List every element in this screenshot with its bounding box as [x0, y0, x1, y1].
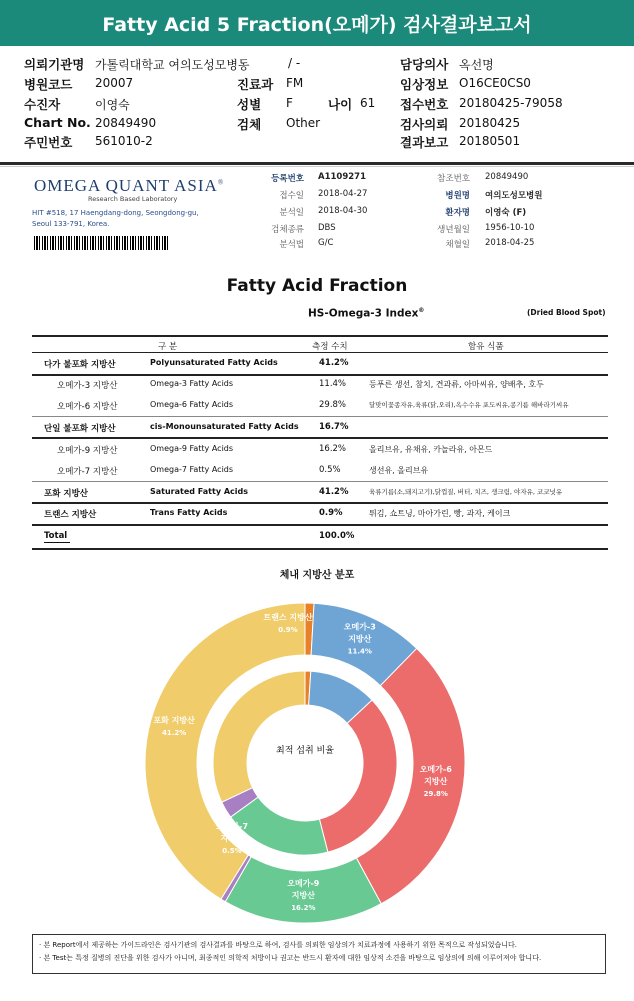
value-chart-no: 20849490	[95, 116, 157, 130]
meta-ref-label: 참조번호	[437, 174, 470, 184]
value-slash: / -	[288, 56, 301, 70]
table-row-5-category: 오메가-7 지방산	[57, 467, 118, 477]
meta-hospital-value: 여의도성모병원	[485, 191, 543, 201]
table-row-2-category: 오메가-6 지방산	[57, 402, 118, 412]
table-row-2-value: 29.8%	[319, 400, 347, 410]
meta-specimen-label: 검체종류	[271, 225, 304, 235]
meta-received-label: 접수일	[279, 191, 304, 201]
outer-label-3-line-0: 오메가-9	[287, 878, 320, 888]
outer-slice-3	[225, 857, 381, 923]
chart-title: 체내 지방산 분포	[279, 570, 355, 581]
table-row-0-english: Polyunsaturated Fatty Acids	[150, 358, 278, 367]
value-age: 61	[360, 96, 376, 110]
table-row-6-category: 포화 지방산	[44, 489, 89, 499]
outer-label-5-line-0: 포화 지방산	[153, 715, 195, 725]
label-age: 나이	[328, 97, 353, 112]
label-sex: 성별	[237, 97, 262, 112]
outer-label-1-line-0: 오메가-3	[343, 622, 376, 632]
footer-note-2: · 본 Test는 특정 질병의 진단을 위한 검사가 아니며, 최종적인 의학적 처방이나 권고는 반드시 환자에 대한 임상적 소견을 바탕으로 임상의에 의해 이루어져야 합니다.	[39, 954, 542, 962]
donut-center	[247, 705, 363, 821]
table-row-4-food: 올리브유, 유채유, 카놀라유, 아몬드	[369, 445, 493, 454]
outer-label-2-line-1: 지방산	[424, 777, 448, 787]
label-test-request: 검사의뢰	[400, 117, 449, 132]
table-header-category: 구 분	[158, 342, 178, 352]
table-row-3-value: 16.7%	[319, 422, 349, 432]
meta-birth-label: 생년월일	[437, 225, 470, 235]
value-department: FM	[286, 76, 304, 90]
lab-logo-subtitle: Research Based Laboratory	[88, 195, 178, 203]
value-sex: F	[286, 96, 293, 110]
label-specimen: 검체	[237, 117, 262, 132]
label-patient: 수진자	[24, 97, 61, 112]
meta-hospital-label: 병원명	[445, 191, 470, 201]
table-row-2-food: 달맞이꽃종자유,육류(닭,오리),옥수수유 포도씨유,콩기름 해바라기씨유	[369, 401, 569, 409]
meta-draw-value: 2018-04-25	[485, 238, 535, 248]
meta-ref-value: 20849490	[485, 172, 529, 182]
value-clinical-info: O16CE0CS0	[459, 76, 531, 90]
table-row-6-value: 41.2%	[319, 487, 349, 497]
outer-label-4-line-1: 지방산	[220, 834, 244, 843]
label-doctor: 담당의사	[400, 57, 449, 72]
index-title-reg: ®	[418, 307, 425, 314]
donut-center-label: 최적 섭취 비율	[276, 746, 334, 756]
value-hospital-code: 20007	[95, 76, 134, 90]
meta-method-value: G/C	[318, 238, 334, 248]
value-institution: 가톨릭대학교 여의도성모병동	[95, 58, 250, 72]
table-row-4-english: Omega-9 Fatty Acids	[150, 444, 234, 453]
table-row-4-category: 오메가-9 지방산	[57, 446, 118, 456]
table-row-8-value: 100.0%	[319, 531, 355, 541]
value-specimen: Other	[286, 116, 321, 130]
table-row-5-english: Omega-7 Fatty Acids	[150, 465, 234, 474]
table-row-1-english: Omega-3 Fatty Acids	[150, 379, 234, 388]
table-row-3-category: 단일 불포화 지방산	[44, 424, 116, 434]
table-header-food: 함유 식품	[468, 342, 504, 352]
report-title: Fatty Acid 5 Fraction(오메가) 검사결과보고서	[102, 14, 532, 36]
table-row-7-food: 튀김, 쇼트닝, 마아가린, 빵, 과자, 케이크	[369, 509, 511, 518]
meta-analysis-value: 2018-04-30	[318, 206, 368, 216]
value-doctor: 옥선명	[459, 58, 494, 72]
lab-address-line1: HIT #518, 17 Haengdang-dong, Seongdong-gu,	[32, 209, 199, 217]
label-receipt-no: 접수번호	[400, 97, 449, 112]
table-row-7-value: 0.9%	[319, 508, 343, 518]
table-row-7-english: Trans Fatty Acids	[150, 508, 228, 517]
table-row-1-food: 등푸른 생선, 참치, 견과류, 아마씨유, 양배추, 호두	[369, 380, 544, 389]
lab-logo-reg: ®	[217, 178, 225, 187]
value-patient: 이영숙	[95, 98, 130, 112]
outer-label-4-line-0: 오메가-7	[215, 822, 249, 831]
outer-label-1-line-2: 11.4%	[347, 647, 372, 656]
footer-note-1: · 본 Report에서 제공하는 가이드라인은 검사기관의 검사결과를 바탕으로 하여, 검사를 의뢰한 임상의가 치료과정에 사용하기 위한 목적으로 작성되었습니다.	[39, 941, 517, 949]
meta-patient-value: 이영숙 (F)	[485, 208, 527, 218]
meta-birth-value: 1956-10-10	[485, 223, 535, 233]
table-row-1-category: 오메가-3 지방산	[57, 381, 118, 391]
outer-label-5-line-1: 41.2%	[162, 728, 187, 737]
label-chart-no: Chart No.	[24, 115, 91, 130]
value-test-request: 20180425	[459, 116, 521, 130]
lab-logo-text: OMEGA QUANT ASIA	[34, 176, 218, 195]
table-row-7-category: 트랜스 지방산	[44, 510, 97, 520]
meta-reg-label: 등록번호	[271, 174, 304, 184]
label-clinical-info: 임상정보	[400, 77, 449, 92]
sample-type: (Dried Blood Spot)	[527, 308, 606, 317]
table-row-6-food: 육류기름(소,돼지고기),닭껍질, 버터, 치즈, 생크림, 야자유, 코코넛유	[369, 488, 563, 496]
outer-label-2-line-2: 29.8%	[423, 790, 448, 799]
label-result-report: 결과보고	[400, 135, 449, 150]
table-row-2-english: Omega-6 Fatty Acids	[150, 400, 234, 409]
index-title-text: HS-Omega-3 Index	[308, 307, 419, 320]
table-row-3-english: cis-Monounsaturated Fatty Acids	[150, 422, 299, 431]
outer-label-3-line-2: 16.2%	[291, 903, 316, 912]
table-row-4-value: 16.2%	[319, 444, 347, 454]
value-result-report: 20180501	[459, 134, 521, 148]
table-row-0-category: 다가 불포화 지방산	[44, 360, 116, 370]
meta-analysis-label: 분석일	[279, 208, 304, 218]
label-institution: 의뢰기관명	[24, 57, 85, 72]
table-row-6-english: Saturated Fatty Acids	[150, 487, 248, 496]
table-row-5-food: 생선유, 올리브유	[369, 466, 429, 475]
table-row-5-value: 0.5%	[319, 465, 341, 475]
value-resident-no: 561010-2	[95, 134, 153, 148]
outer-label-4-line-2: 0.5%	[222, 847, 242, 855]
table-row-1-value: 11.4%	[319, 379, 347, 389]
outer-label-3-line-1: 지방산	[291, 890, 315, 900]
meta-patient-label: 환자명	[445, 208, 470, 218]
meta-draw-label: 채혈일	[445, 240, 470, 250]
outer-label-0-line-0: 트랜스 지방산	[263, 613, 313, 622]
value-receipt-no: 20180425-79058	[459, 96, 563, 110]
table-row-0-value: 41.2%	[319, 358, 349, 368]
meta-method-label: 분석법	[279, 240, 304, 250]
outer-label-1-line-1: 지방산	[348, 634, 372, 644]
section-title: Fatty Acid Fraction	[226, 276, 408, 296]
outer-label-2-line-0: 오메가-6	[419, 765, 452, 775]
lab-address-line2: Seoul 133-791, Korea.	[32, 220, 110, 228]
outer-label-0-line-1: 0.9%	[278, 626, 298, 634]
meta-specimen-value: DBS	[318, 223, 336, 233]
meta-reg-value: A1109271	[318, 172, 366, 182]
table-row-8-category: Total	[44, 531, 68, 541]
meta-received-value: 2018-04-27	[318, 189, 368, 199]
table-header-value: 측정 수치	[312, 342, 348, 352]
label-department: 진료과	[237, 77, 274, 92]
label-resident-no: 주민번호	[24, 135, 73, 150]
label-hospital-code: 병원코드	[24, 77, 73, 92]
footer-notes	[32, 934, 606, 974]
